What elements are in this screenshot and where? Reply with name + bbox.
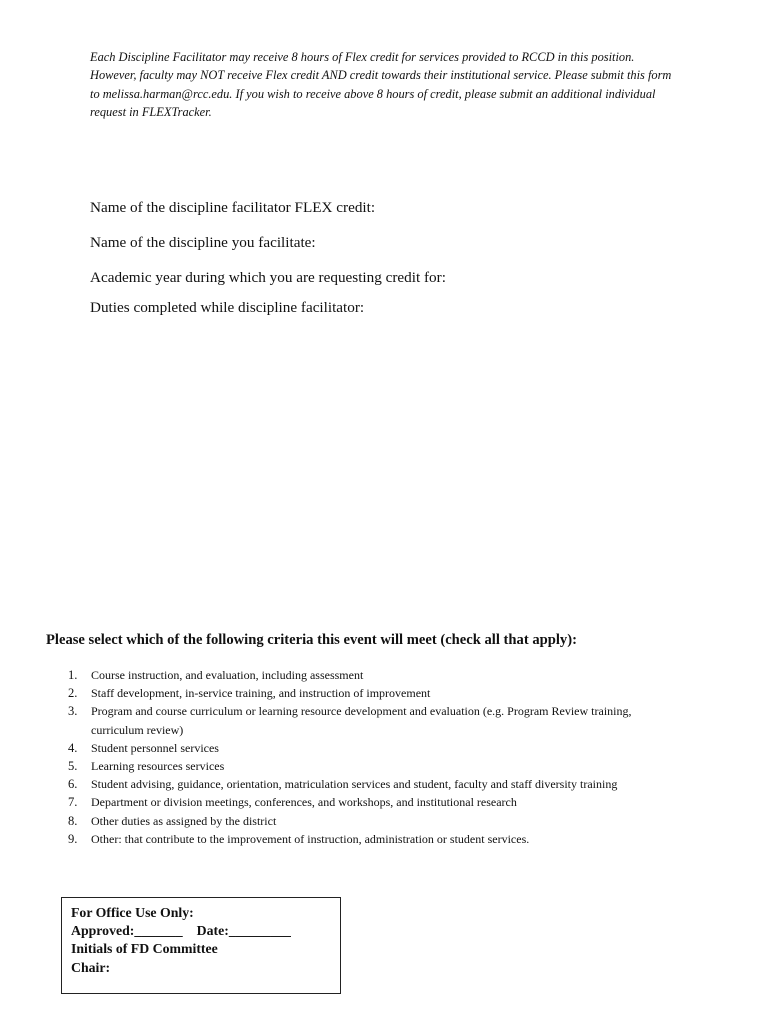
criteria-text: Other: that contribute to the improvement of instruction, administration or student services. — [91, 831, 530, 846]
criteria-item — [0, 812, 700, 830]
discipline-name-label: Name of the discipline you facilitate: — [90, 234, 316, 251]
criteria-text: Program and course curriculum or learning resource development and evaluation (e.g. Program Review training, — [91, 704, 632, 719]
criteria-item — [0, 775, 700, 793]
criteria-text: Learning resources services — [91, 759, 225, 774]
criteria-number: 6. — [68, 777, 78, 792]
criteria-item — [0, 739, 700, 757]
criteria-text: Staff development, in-service training, and instruction of improvement — [91, 686, 431, 701]
duties-label: Duties completed while discipline facilitator: — [90, 299, 365, 316]
criteria-number: 7. — [68, 795, 78, 810]
criteria-heading: Please select which of the following criteria this event will meet (check all that apply): — [46, 632, 577, 648]
criteria-text: Course instruction, and evaluation, including assessment — [91, 668, 364, 682]
criteria-item — [0, 702, 700, 738]
criteria-item — [0, 684, 700, 702]
criteria-text: Student personnel services — [91, 740, 219, 755]
criteria-number: 9. — [68, 831, 78, 846]
criteria-text: Other duties as assigned by the district — [91, 813, 277, 828]
approval-line — [71, 922, 331, 940]
criteria-number: 1. — [68, 668, 78, 682]
criteria-number: 5. — [68, 759, 78, 774]
date-field: Date:_________ — [196, 923, 291, 939]
facilitator-name-label: Name of the discipline facilitator FLEX credit: — [90, 199, 376, 216]
criteria-number: 2. — [68, 686, 78, 701]
criteria-number: 3. — [68, 704, 78, 719]
approved-field: Approved:_______ — [71, 923, 183, 939]
criteria-item — [0, 757, 700, 775]
criteria-item — [0, 830, 700, 848]
criteria-item — [0, 793, 700, 811]
academic-year-label: Academic year during which you are requesting credit for: — [90, 269, 446, 286]
criteria-text-continued: curriculum review) — [91, 722, 184, 737]
criteria-number: 8. — [68, 813, 78, 828]
criteria-number: 4. — [68, 740, 78, 755]
initials-label: Initials of FD Committee — [71, 941, 218, 957]
criteria-text: Department or division meetings, conferences, and workshops, and institutional research — [91, 795, 517, 810]
criteria-item — [0, 666, 700, 684]
criteria-list — [0, 666, 700, 848]
intro-line: request in FLEXTracker. — [90, 105, 212, 120]
intro-line: Each Discipline Facilitator may receive 8 hours of Flex credit for services provided to RCCD in this position. — [90, 50, 635, 64]
office-use-title: For Office Use Only: — [71, 905, 194, 920]
intro-paragraph — [90, 48, 715, 122]
intro-line: However, faculty may NOT receive Flex credit AND credit towards their institutional service. Please submit this form — [90, 68, 672, 83]
chair-label: Chair: — [71, 959, 111, 975]
intro-line: to melissa.harman@rcc.edu. If you wish to receive above 8 hours of credit, please submit an additional individual — [90, 86, 656, 101]
office-use-box — [61, 897, 341, 994]
criteria-text: Student advising, guidance, orientation, matriculation services and student, faculty and staff diversity training — [91, 777, 618, 792]
